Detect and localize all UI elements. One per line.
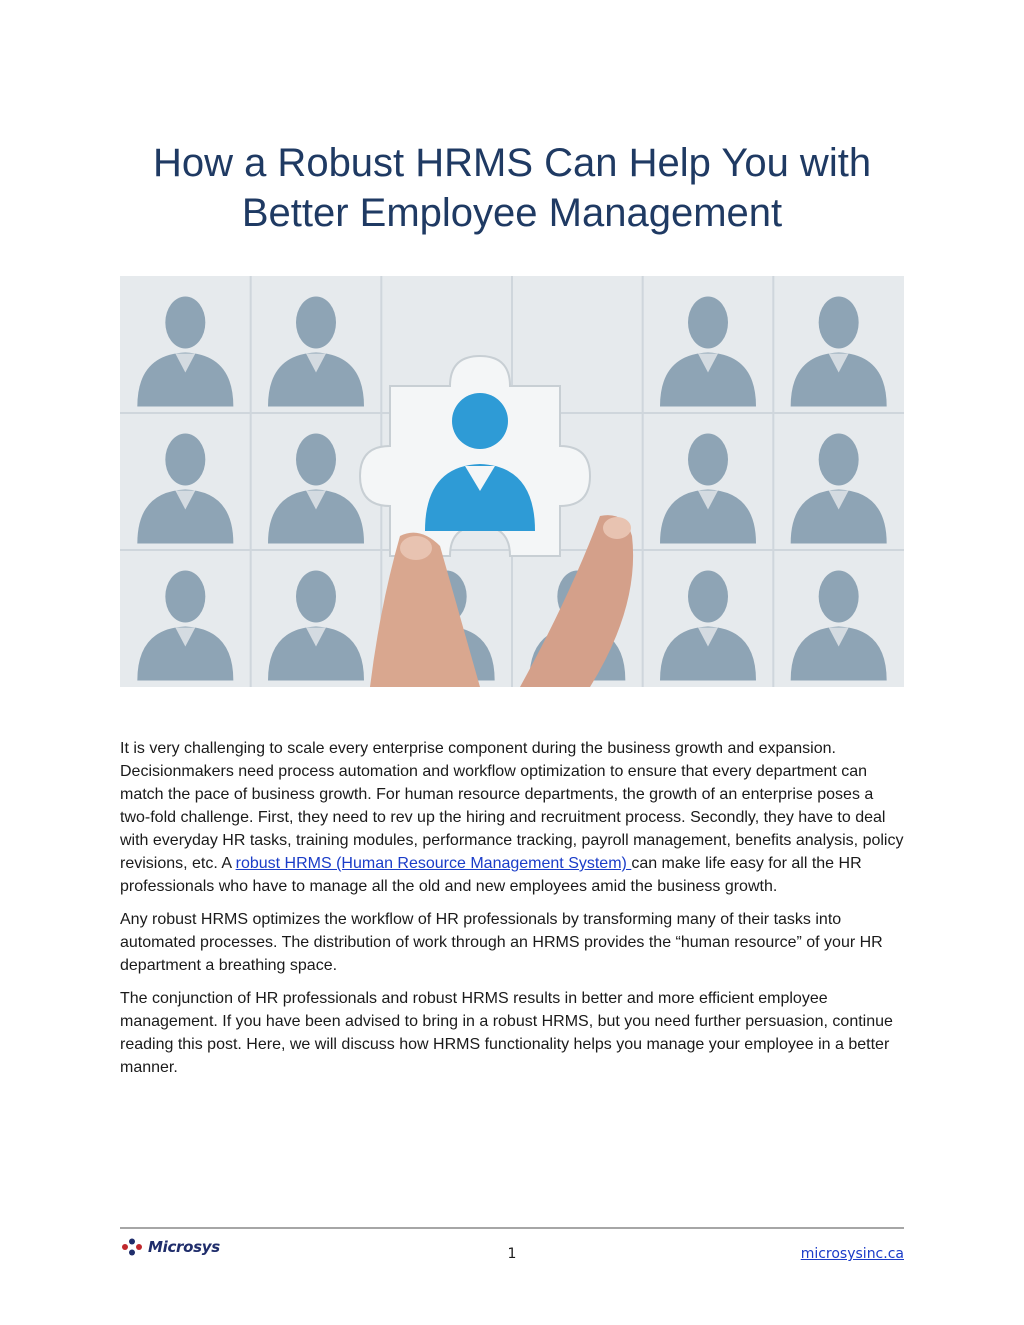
microsys-logo xyxy=(120,1236,220,1258)
puzzle-people-illustration xyxy=(120,276,904,687)
paragraph-1 xyxy=(120,737,904,898)
page-title xyxy=(0,138,1024,238)
paragraph-1-text: It is very challenging to scale every enterprise component during the business growth and expansion. Decisionmakers need process automation and workflow optimization to ensure that every department can match the pace of business growth. For human resource departments, the growth of an enterprise poses a two-fold challenge. First, they need to rev up the hiring and recruitment process. Secondly, they have to deal with everyday HR tasks, training modules, performance tracking, payroll management, benefits analysis, policy revisions, etc. A xyxy=(120,740,904,872)
paragraph-2: Any robust HRMS optimizes the workflow of HR professionals by transforming many of their tasks into automated processes. The distribution of work through an HRMS provides the “human resource” of your HR department a breathing space. xyxy=(120,911,883,974)
hrms-link[interactable]: robust HRMS (Human Resource Management System) xyxy=(235,855,632,872)
diamond-dots-icon xyxy=(120,1238,144,1256)
paragraph-1-text-end: can make life easy for all the HR professionals who have to manage all the old and new employees amid the business growth. xyxy=(120,855,862,895)
highlighted-puzzle-piece xyxy=(360,356,590,556)
logo-text: Microsys xyxy=(148,1238,220,1256)
page-number: 1 xyxy=(507,1246,517,1262)
title-line-2: Better Employee Management xyxy=(241,191,783,235)
paragraph-3: The conjunction of HR professionals and robust HRMS results in better and more efficient employee management. If you have been advised to bring in a robust HRMS, but you need further persuasion, continue reading this post. Here, we will discuss how HRMS functionality helps you manage your employee in a better manner. xyxy=(120,990,893,1076)
title-line-1: How a Robust HRMS Can Help You with xyxy=(152,141,872,185)
site-link[interactable]: microsysinc.ca xyxy=(800,1246,904,1262)
hero-image xyxy=(120,276,904,687)
footer-divider xyxy=(120,1227,904,1229)
article-body xyxy=(120,737,904,1089)
